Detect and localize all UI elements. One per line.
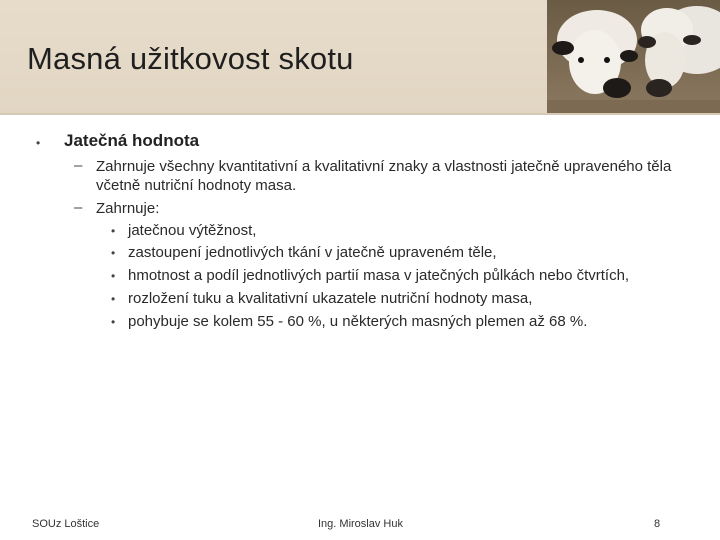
detail-item: hmotnost a podíl jednotlivých partií masa v jatečných půlkách nebo čtvrtích, [128, 267, 630, 284]
detail-item: zastoupení jednotlivých tkání v jatečně upraveném těle, [128, 244, 497, 261]
footer-school: SOUz Loštice [32, 518, 100, 530]
subitem-text: Zahrnuje: [96, 200, 160, 217]
bullet-marker: • [111, 246, 116, 260]
bullet-marker: • [111, 269, 116, 283]
subitem-text: Zahrnuje všechny kvantitativní a kvalitativní znaky a vlastnosti jatečně upraveného těla včetně nutriční hodnoty masa. [96, 158, 672, 194]
cattle-photo [547, 0, 720, 113]
bullet-marker: • [111, 292, 116, 306]
detail-item: rozložení tuku a kvalitativní ukazatele nutriční hodnoty masa, [128, 290, 533, 307]
dash-marker: – [74, 157, 83, 174]
dash-marker: – [74, 199, 83, 216]
detail-item: pohybuje se kolem 55 - 60 %, u některých masných plemen až 68 %. [128, 313, 588, 330]
detail-item: jatečnou výtěžnost, [128, 222, 257, 239]
header-divider [0, 113, 720, 115]
bullet-marker: • [111, 224, 116, 238]
slide-title: Masná užitkovost skotu [27, 41, 354, 76]
section-heading: Jatečná hodnota [64, 131, 200, 150]
bullet-marker: • [111, 315, 116, 329]
footer-author: Ing. Miroslav Huk [318, 518, 403, 530]
page-number: 8 [654, 518, 661, 530]
bullet-marker: • [36, 136, 41, 150]
